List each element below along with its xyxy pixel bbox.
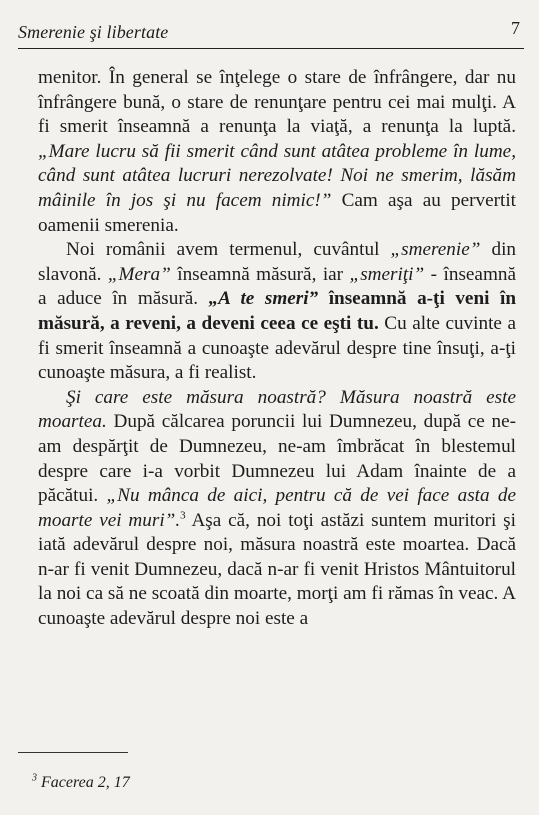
footnote-text: Facerea 2, 17 (37, 774, 130, 791)
p1-text-2: Cam aşa au pervertit oamenii smerenia. (38, 189, 516, 236)
p2-bold-italic-term: „A te smeri” (208, 288, 319, 310)
footnote-rule (18, 752, 128, 753)
p1-quote: „Mare lucru să fii smerit când sunt atâtea probleme în lume, când sunt atâtea lucruri nerezolvate! Noi ne smerim, lăsăm mâinile în jos şi nu facem nimic!” (38, 140, 516, 211)
footnote-reference: 3 (180, 509, 186, 522)
body-text (38, 66, 516, 632)
p2-text-3: înseamnă măsură, iar (170, 263, 350, 285)
page-number: 7 (511, 18, 520, 38)
p2-text-5: Cu alte cuvinte a fi smerit înseamnă a cunoaşte adevărul despre tine însuţi, a-ţi cunoaşte măsura, a fi realist. (38, 312, 516, 384)
p2-text-2: din slavonă. (38, 239, 516, 285)
p2-bold-definition: înseamnă a-ţi veni în măsură, a reveni, a deveni ceea ce eşti tu. (38, 288, 516, 334)
p2-term-mera: „Mera” (107, 263, 171, 285)
paragraph-3 (38, 386, 516, 632)
p3-italic-question: Şi care este măsura noastră? Măsura noastră este moartea. (38, 386, 516, 433)
p2-text-1: Noi românii avem termenul, cuvântul (66, 239, 391, 261)
p2-term-smeriti: „smeriţi” (349, 263, 425, 285)
p2-text-4: - înseamnă a aduce în măsură. (38, 263, 516, 310)
paragraph-2 (38, 238, 516, 386)
footnote (32, 774, 130, 792)
paragraph-1 (38, 66, 516, 238)
p1-text-1: menitor. În general se înţelege o stare de înfrângere, dar nu înfrângere bună, o stare de renunţare pentru cei mai mulţi. A fi smerit înseamnă a renunţa la viaţă, a renunţa la luptă. (38, 67, 516, 138)
p2-term-smerenie: „smerenie” (390, 239, 481, 261)
running-header (18, 18, 526, 46)
p3-text-1: După călcarea poruncii lui Dumnezeu, după ce ne-am despărţit de Dumnezeu, ne-am îmbrăcat în blestemul despre care i-a vorbit Dumnezeu lui Adam înainte de a păcătui. (38, 411, 516, 507)
p3-quote: „Nu mânca de aici, pentru că de vei face asta de moarte vei muri”. (38, 485, 516, 531)
p3-text-2: Aşa că, noi toţi astăzi suntem muritori şi iată adevărul despre noi, măsura noastră este moartea. Dacă n-ar fi venit Dumnezeu, dacă n-ar fi venit Hristos Mântuitorul la noi ca să ne scoată din moarte, morţi am fi rămas în veac. A cunoaşte adevărul despre noi este a (38, 509, 516, 630)
header-title: Smerenie şi libertate (18, 22, 169, 42)
header-rule (18, 48, 524, 49)
footnote-number: 3 (32, 772, 37, 784)
